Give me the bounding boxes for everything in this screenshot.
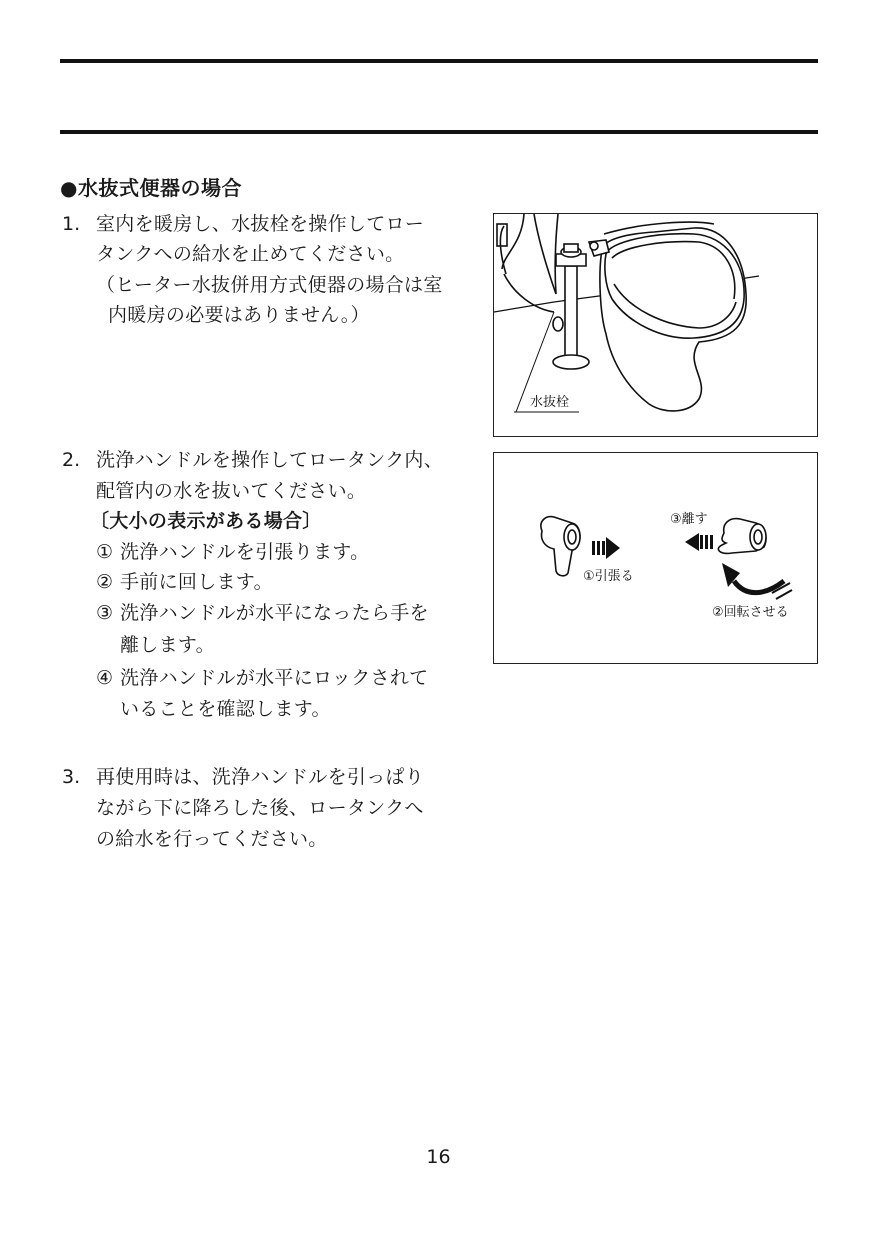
step-line: の給水を行ってください。 <box>96 828 328 850</box>
substep-line: いることを確認します。 <box>120 698 331 720</box>
release-label: ③離す <box>670 512 708 527</box>
step-line: ながら下に降ろした後、ロータンクへ <box>96 797 424 819</box>
step-note-line: （ヒーター水抜併用方式便器の場合は室 <box>96 274 443 296</box>
substep-mark: ① <box>96 541 114 563</box>
drain-valve-label: 水抜栓 <box>530 395 570 410</box>
top-rule <box>60 59 818 63</box>
step-line: タンクへの給水を止めてください。 <box>96 243 405 265</box>
step-number: 3. <box>62 766 81 788</box>
rotate-label: ②回転させる <box>712 605 789 620</box>
section-heading: ●水抜式便器の場合 <box>60 176 242 200</box>
substep-line: 洗浄ハンドルが水平になったら手を <box>120 602 429 624</box>
substep-line: 離します。 <box>120 634 215 656</box>
substep-mark: ② <box>96 571 114 593</box>
handle-illustration <box>494 453 817 663</box>
step-line: 再使用時は、洗浄ハンドルを引っぱり <box>96 766 425 788</box>
step-number: 1. <box>62 213 81 235</box>
step-subheading: 〔大小の表示がある場合〕 <box>90 510 322 532</box>
page-number: 16 <box>426 1146 451 1168</box>
step-note-line: 内暖房の必要はありません。） <box>108 304 370 326</box>
substep-line: 洗浄ハンドルが水平にロックされて <box>120 667 429 689</box>
substep-line: 手前に回します。 <box>120 571 273 593</box>
substep-mark: ④ <box>96 667 114 689</box>
handle-figure <box>493 452 818 664</box>
step-line: 洗浄ハンドルを操作してロータンク内、 <box>96 449 444 471</box>
step-number: 2. <box>62 449 81 471</box>
pull-label: ①引張る <box>583 569 634 584</box>
substep-mark: ③ <box>96 602 114 624</box>
toilet-figure <box>493 213 818 437</box>
substep-line: 洗浄ハンドルを引張ります。 <box>120 541 370 563</box>
second-rule <box>60 130 818 134</box>
step-line: 室内を暖房し、水抜栓を操作してロー <box>96 213 425 235</box>
step-line: 配管内の水を抜いてください。 <box>96 480 367 502</box>
